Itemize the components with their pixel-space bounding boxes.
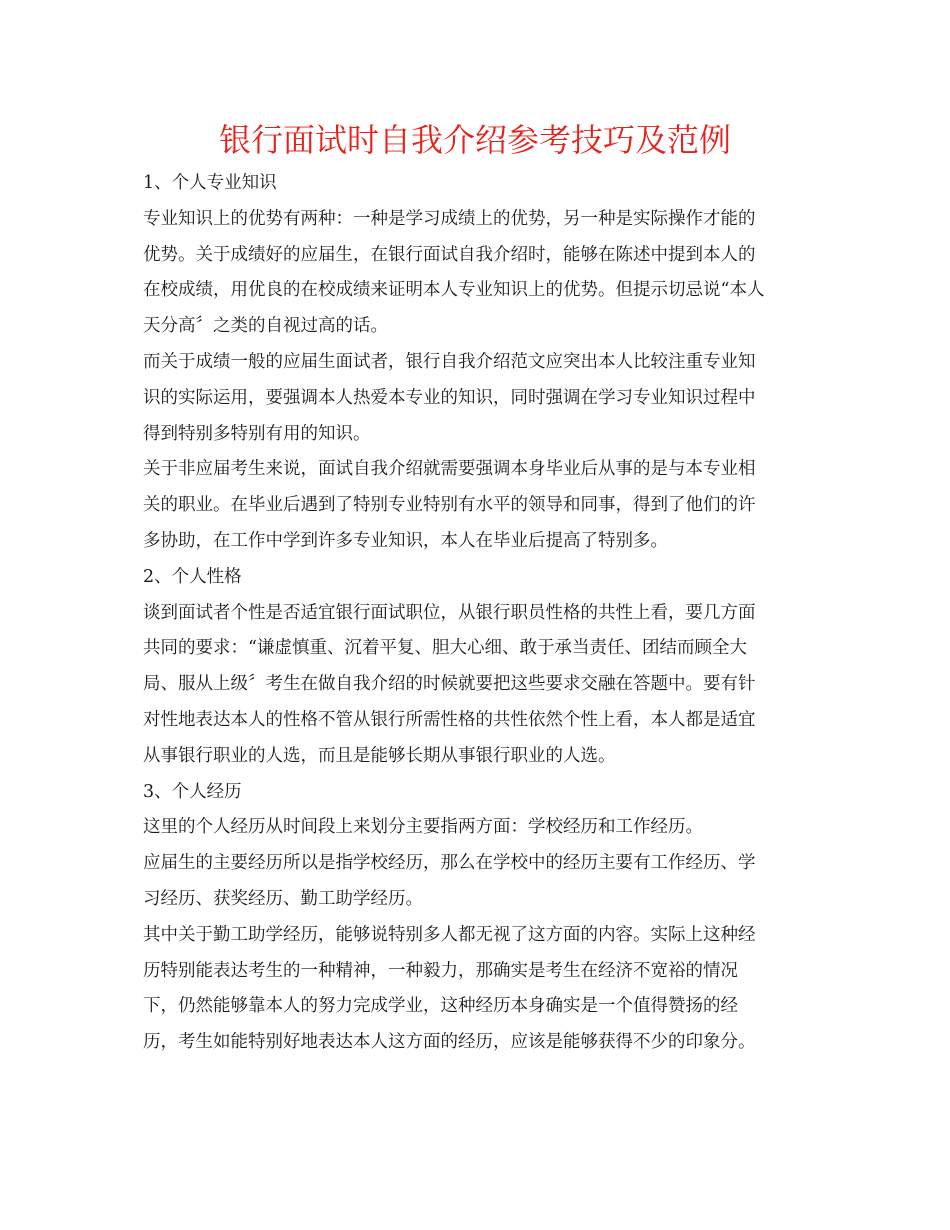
section-heading-professional-knowledge: 1、个人专业知识 <box>143 173 277 193</box>
body-line: 其中关于勤工助学经历，能够说特别多人都无视了这方面的内容。实际上这种经 <box>143 924 756 945</box>
body-line: 局、服从上级〞考生在做自我介绍的时候就要把这些要求交融在答题中。要有针 <box>143 674 756 695</box>
body-line: 习经历、获奖经历、勤工助学经历。 <box>143 888 423 909</box>
body-line: 共同的要求：“谦虚慎重、沉着平复、胆大心细、敢于承当责任、团结而顾全大 <box>143 638 747 659</box>
body-line: 这里的个人经历从时间段上来划分主要指两方面：学校经历和工作经历。 <box>143 817 703 838</box>
section-heading-experience: 3、个人经历 <box>143 781 242 802</box>
body-line: 天分高〞之类的自视过高的话。 <box>143 316 388 337</box>
body-line: 历，考生如能特别好地表达本人这方面的经历，应该是能够获得不少的印象分。 <box>143 1032 756 1053</box>
body-line: 在校成绩，用优良的在校成绩来证明本人专业知识上的优势。但提示切忌说“本人 <box>143 280 765 301</box>
document-body <box>143 166 803 1061</box>
body-line: 下，仍然能够靠本人的努力完成学业，这种经历本身确实是一个值得赞扬的经 <box>143 996 738 1017</box>
body-line: 历特别能表达考生的一种精神，一种毅力，那确实是考生在经济不宽裕的情况 <box>143 960 738 981</box>
body-line: 识的实际运用，要强调本人热爱本专业的知识，同时强调在学习专业知识过程中 <box>143 387 756 408</box>
body-line: 应届生的主要经历所以是指学校经历，那么在学校中的经历主要有工作经历、学 <box>143 853 756 874</box>
body-line: 谈到面试者个性是否适宜银行面试职位，从银行职员性格的共性上看，要几方面 <box>143 602 756 623</box>
body-line: 专业知识上的优势有两种：一种是学习成绩上的优势，另一种是实际操作才能的 <box>143 208 756 229</box>
body-line: 得到特别多特别有用的知识。 <box>143 423 371 444</box>
body-line: 而关于成绩一般的应届生面试者，银行自我介绍范文应突出本人比较注重专业知 <box>143 351 756 372</box>
body-line: 关的职业。在毕业后遇到了特别专业特别有水平的领导和同事，得到了他们的许 <box>143 495 756 516</box>
body-line: 关于非应届考生来说，面试自我介绍就需要强调本身毕业后从事的是与本专业相 <box>143 459 756 480</box>
body-line: 对性地表达本人的性格不管从银行所需性格的共性依然个性上看，本人都是适宜 <box>143 709 756 730</box>
document-title: 银行面试时自我介绍参考技巧及范例 <box>218 121 731 159</box>
body-line: 多协助，在工作中学到许多专业知识，本人在毕业后提高了特别多。 <box>143 530 668 551</box>
body-line: 优势。关于成绩好的应届生，在银行面试自我介绍时，能够在陈述中提到本人的 <box>143 244 756 265</box>
section-heading-personality: 2、个人性格 <box>143 566 242 587</box>
body-line: 从事银行职业的人选，而且是能够长期从事银行职业的人选。 <box>143 745 616 766</box>
